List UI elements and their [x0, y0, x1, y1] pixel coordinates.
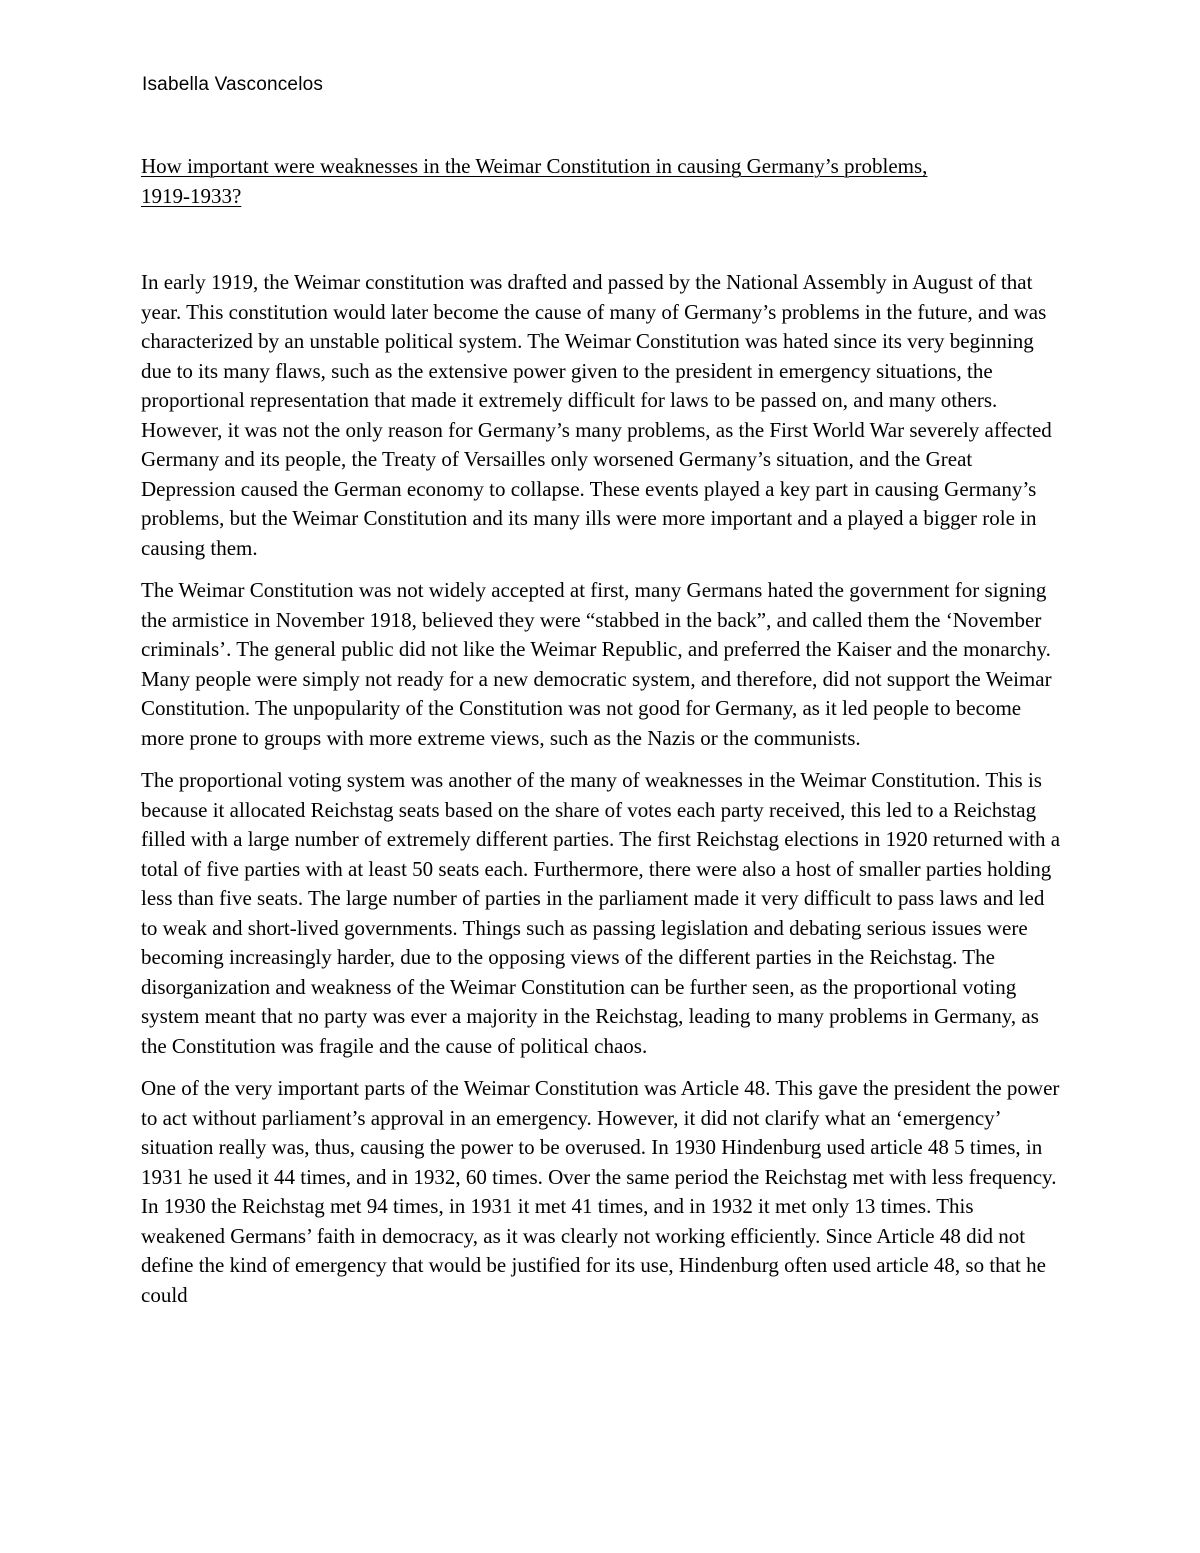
paragraph-4: One of the very important parts of the Weimar Constitution was Article 48. This gave the president the power to act without parliament’s approval in an emergency. However, it did not clarify what an ‘emergency’ situation really was, thus, causing the power to be overused. In 1930 Hindenburg used article 48 5 times, in 1931 he used it 44 times, and in 1932, 60 times. Over the same period the Reichstag met with less frequency. In 1930 the Reichstag met 94 times, in 1931 it met 41 times, and in 1932 it met only 13 times. This weakened Germans’ faith in democracy, as it was clearly not working efficiently. Since Article 48 did not define the kind of emergency that would be justified for its use, Hindenburg often used article 48, so that he could	[141, 1076, 1060, 1307]
essay-title-line-2: 1919-1933?	[141, 183, 242, 208]
author-name: Isabella Vasconcelos	[142, 74, 324, 95]
paragraph-1: In early 1919, the Weimar constitution was drafted and passed by the National Assembly in August of that year. This constitution would later become the cause of many of Germany’s problems in the future, and was characterized by an unstable political system. The Weimar Constitution was hated since its very beginning due to its many flaws, such as the extensive power given to the president in emergency situations, the proportional representation that made it extremely difficult for laws to be passed on, and many others. However, it was not the only reason for Germany’s many problems, as the First World War severely affected Germany and its people, the Treaty of Versailles only worsened Germany’s situation, and the Great Depression caused the German economy to collapse. These events played a key part in causing Germany’s problems, but the Weimar Constitution and its many ills were more important and a played a bigger role in causing them.	[141, 270, 1052, 560]
paragraph-2: The Weimar Constitution was not widely accepted at first, many Germans hated the government for signing the armistice in November 1918, believed they were “stabbed in the back”, and called them the ‘November criminals’. The general public did not like the Weimar Republic, and preferred the Kaiser and the monarchy. Many people were simply not ready for a new democratic system, and therefore, did not support the Weimar Constitution. The unpopularity of the Constitution was not good for Germany, as it led people to become more prone to groups with more extreme views, such as the Nazis or the communists.	[141, 578, 1052, 750]
essay-body	[141, 268, 1061, 1323]
essay-title	[141, 152, 1061, 211]
paragraph-3: The proportional voting system was another of the many of weaknesses in the Weimar Constitution. This is because it allocated Reichstag seats based on the share of votes each party received, this led to a Reichstag filled with a large number of extremely different parties. The first Reichstag elections in 1920 returned with a total of five parties with at least 50 seats each. Furthermore, there were also a host of smaller parties holding less than five seats. The large number of parties in the parliament made it very difficult to pass laws and led to weak and short-lived governments. Things such as passing legislation and debating serious issues were becoming increasingly harder, due to the opposing views of the different parties in the Reichstag. The disorganization and weakness of the Weimar Constitution can be further seen, as the proportional voting system meant that no party was ever a majority in the Reichstag, leading to many problems in Germany, as the Constitution was fragile and the cause of political chaos.	[141, 768, 1061, 1058]
essay-title-line-1: How important were weaknesses in the Weimar Constitution in causing Germany’s problems,	[141, 154, 928, 178]
